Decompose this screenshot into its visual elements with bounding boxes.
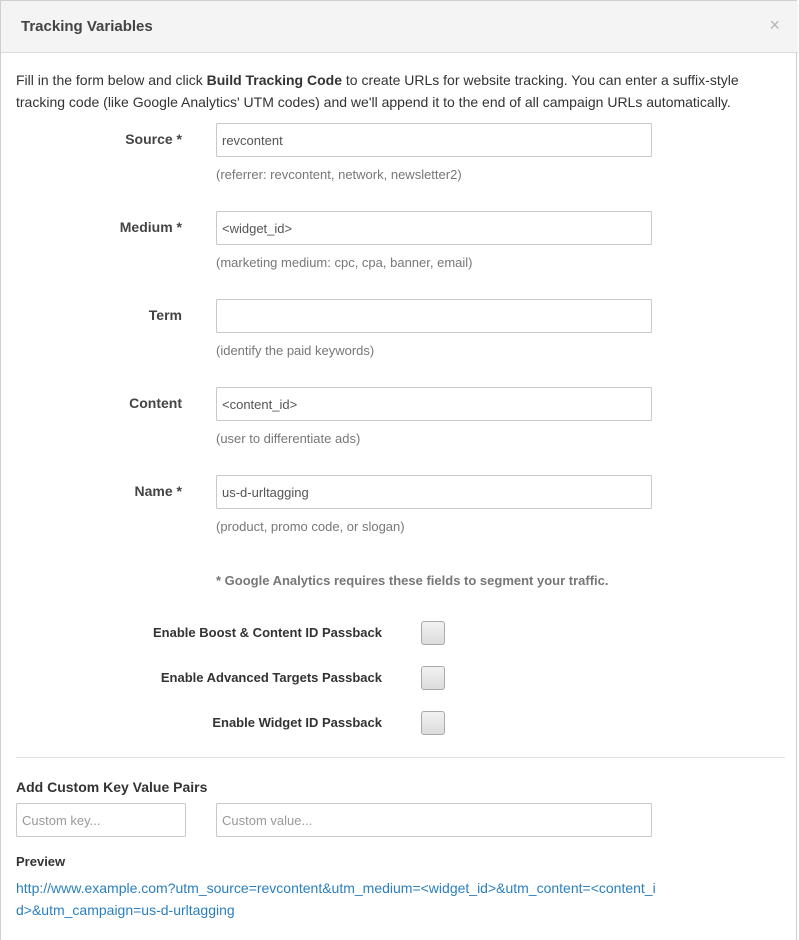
intro-text-start: Fill in the form below and click: [16, 72, 207, 88]
custom-value-input[interactable]: [216, 803, 652, 837]
modal-title: Tracking Variables: [21, 18, 153, 35]
name-input[interactable]: [216, 475, 652, 509]
medium-input[interactable]: [216, 211, 652, 245]
section-divider: [16, 757, 785, 758]
source-help: (referrer: revcontent, network, newsletter2): [216, 167, 462, 182]
intro-text-end: to create URLs for website tracking. You can enter a suffix-style tracking code (like Google Analytics' UTM codes) and we'll append it to the end of all campaign URLs automatically.: [16, 72, 739, 110]
content-label: Content: [129, 395, 182, 411]
ga-requirement-note: * Google Analytics requires these fields to segment your traffic.: [216, 573, 609, 588]
preview-title: Preview: [16, 854, 66, 869]
source-label: Source *: [125, 131, 182, 147]
close-icon[interactable]: ×: [769, 15, 780, 35]
widget-id-passback-label: Enable Widget ID Passback: [212, 715, 382, 730]
advanced-targets-passback-label: Enable Advanced Targets Passback: [160, 670, 382, 685]
medium-help: (marketing medium: cpc, cpa, banner, email): [216, 255, 473, 270]
name-label: Name *: [134, 483, 182, 499]
name-help: (product, promo code, or slogan): [216, 519, 405, 534]
modal-header: [1, 1, 798, 53]
boost-passback-checkbox[interactable]: [421, 621, 445, 645]
custom-key-input[interactable]: [16, 803, 186, 837]
widget-id-passback-checkbox[interactable]: [421, 711, 445, 735]
term-help: (identify the paid keywords): [216, 343, 375, 358]
term-input[interactable]: [216, 299, 652, 333]
content-help: (user to differentiate ads): [216, 431, 361, 446]
custom-pairs-title: Add Custom Key Value Pairs: [16, 779, 208, 795]
content-input[interactable]: [216, 387, 652, 421]
intro-text-bold: Build Tracking Code: [206, 72, 342, 88]
advanced-targets-passback-checkbox[interactable]: [421, 666, 445, 690]
source-input[interactable]: [216, 123, 652, 157]
preview-url-link[interactable]: http://www.example.com?utm_source=revcontent&utm_medium=<widget_id>&utm_content=<content_id>&utm_campaign=us-d-urltagging: [16, 880, 656, 918]
boost-passback-label: Enable Boost & Content ID Passback: [153, 625, 382, 640]
intro-text: [16, 69, 786, 113]
term-label: Term: [148, 307, 182, 323]
medium-label: Medium *: [119, 219, 182, 235]
